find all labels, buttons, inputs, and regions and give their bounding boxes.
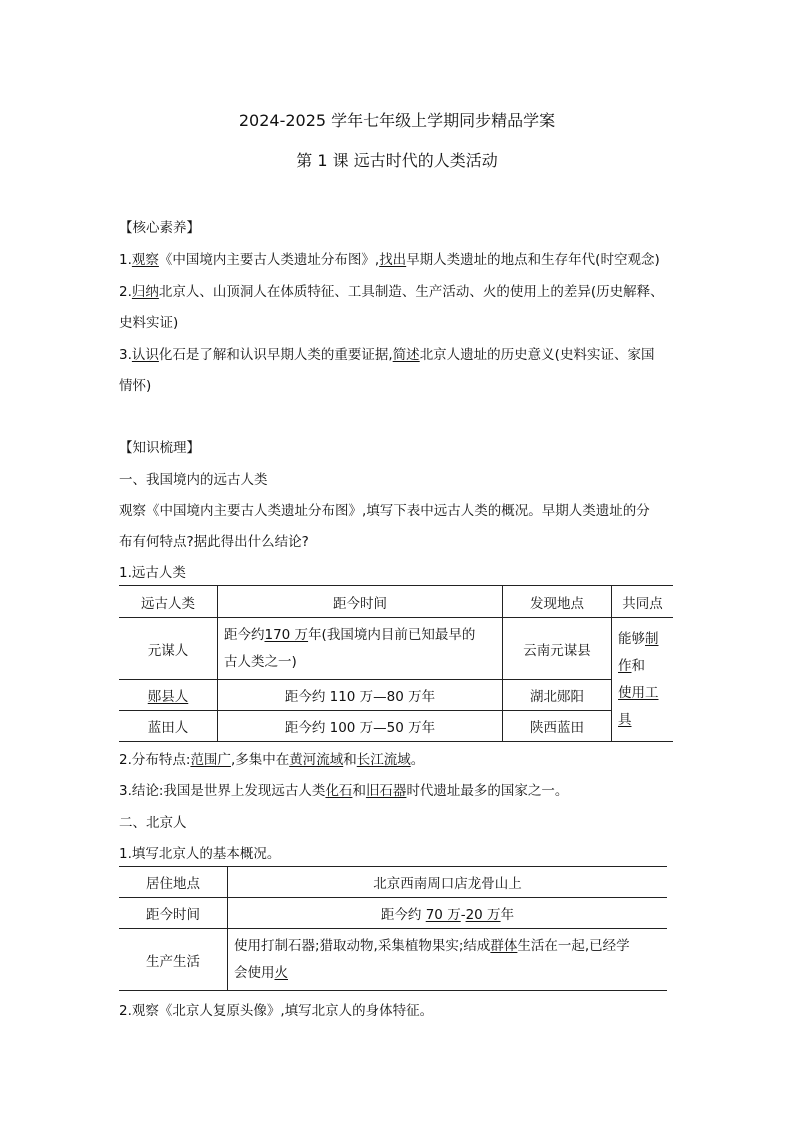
human-place: 云南元谋县 bbox=[503, 618, 612, 680]
header-cell: 距今时间 bbox=[218, 586, 503, 618]
subsection-ancient-humans: 1.远古人类 bbox=[119, 565, 186, 581]
section-1-intro: 观察《中国境内主要古人类遗址分布图》,填写下表中远古人类的概况。早期人类遗址的分 bbox=[119, 503, 650, 519]
document-title: 2024-2025 学年七年级上学期同步精品学案 bbox=[238, 111, 556, 130]
row-value: 距今约 70 万-20 万年 bbox=[228, 898, 668, 929]
header-cell: 共同点 bbox=[612, 586, 674, 618]
human-name: 蓝田人 bbox=[119, 711, 218, 742]
row-label: 居住地点 bbox=[119, 867, 228, 898]
table-row bbox=[119, 680, 673, 711]
knowledge-heading: 【知识梳理】 bbox=[119, 440, 200, 456]
table-header-row bbox=[119, 586, 673, 618]
human-name: 郧县人 bbox=[119, 680, 218, 711]
subsection-peking-man: 1.填写北京人的基本概况。 bbox=[119, 846, 281, 862]
core-heading: 【核心素养】 bbox=[119, 220, 200, 236]
peking-man-table bbox=[119, 866, 667, 991]
lesson-title: 第 1 课 远古时代的人类活动 bbox=[296, 151, 498, 170]
human-time: 距今约 110 万—80 万年 bbox=[218, 680, 503, 711]
table-row bbox=[119, 898, 667, 929]
section-1-title: 一、我国境内的远古人类 bbox=[119, 472, 268, 488]
human-time: 距今约 100 万—50 万年 bbox=[218, 711, 503, 742]
header-cell: 远古人类 bbox=[119, 586, 218, 618]
core-item-2: 2.归纳北京人、山顶洞人在体质特征、工具制造、生产活动、火的使用上的差异(历史解释、 bbox=[119, 284, 664, 300]
core-item-2-cont: 史料实证) bbox=[119, 315, 179, 331]
section-1-intro-cont: 布有何特点?据此得出什么结论? bbox=[119, 534, 309, 550]
core-item-1: 1.观察《中国境内主要古人类遗址分布图》,找出早期人类遗址的地点和生存年代(时空观念) bbox=[119, 252, 660, 268]
table-row bbox=[119, 618, 673, 680]
table-row bbox=[119, 867, 667, 898]
human-time: 距今约170 万年(我国境内目前已知最早的 古人类之一) bbox=[218, 618, 503, 680]
human-place: 陕西蓝田 bbox=[503, 711, 612, 742]
section-2-title: 二、北京人 bbox=[119, 815, 187, 831]
row-value: 北京西南周口店龙骨山上 bbox=[228, 867, 668, 898]
row-label: 距今时间 bbox=[119, 898, 228, 929]
table-row bbox=[119, 711, 673, 742]
row-label: 生产生活 bbox=[119, 929, 228, 991]
header-cell: 发现地点 bbox=[503, 586, 612, 618]
row-value: 使用打制石器;猎取动物,采集植物果实;结成群体生活在一起,已经学 会使用火 bbox=[228, 929, 668, 991]
table-row bbox=[119, 929, 667, 991]
ancient-humans-table bbox=[119, 585, 673, 742]
core-item-3-cont: 情怀) bbox=[119, 378, 152, 394]
human-place: 湖北郧阳 bbox=[503, 680, 612, 711]
human-name: 元谋人 bbox=[119, 618, 218, 680]
core-item-3: 3.认识化石是了解和认识早期人类的重要证据,简述北京人遗址的历史意义(史料实证、家国 bbox=[119, 347, 655, 363]
distribution-features: 2.分布特点:范围广,多集中在黄河流域和长江流域。 bbox=[119, 752, 425, 768]
physical-features-task: 2.观察《北京人复原头像》,填写北京人的身体特征。 bbox=[119, 1003, 434, 1019]
common-trait: 能够制作和 使用工具 bbox=[612, 618, 674, 742]
conclusion: 3.结论:我国是世界上发现远古人类化石和旧石器时代遗址最多的国家之一。 bbox=[119, 783, 569, 799]
